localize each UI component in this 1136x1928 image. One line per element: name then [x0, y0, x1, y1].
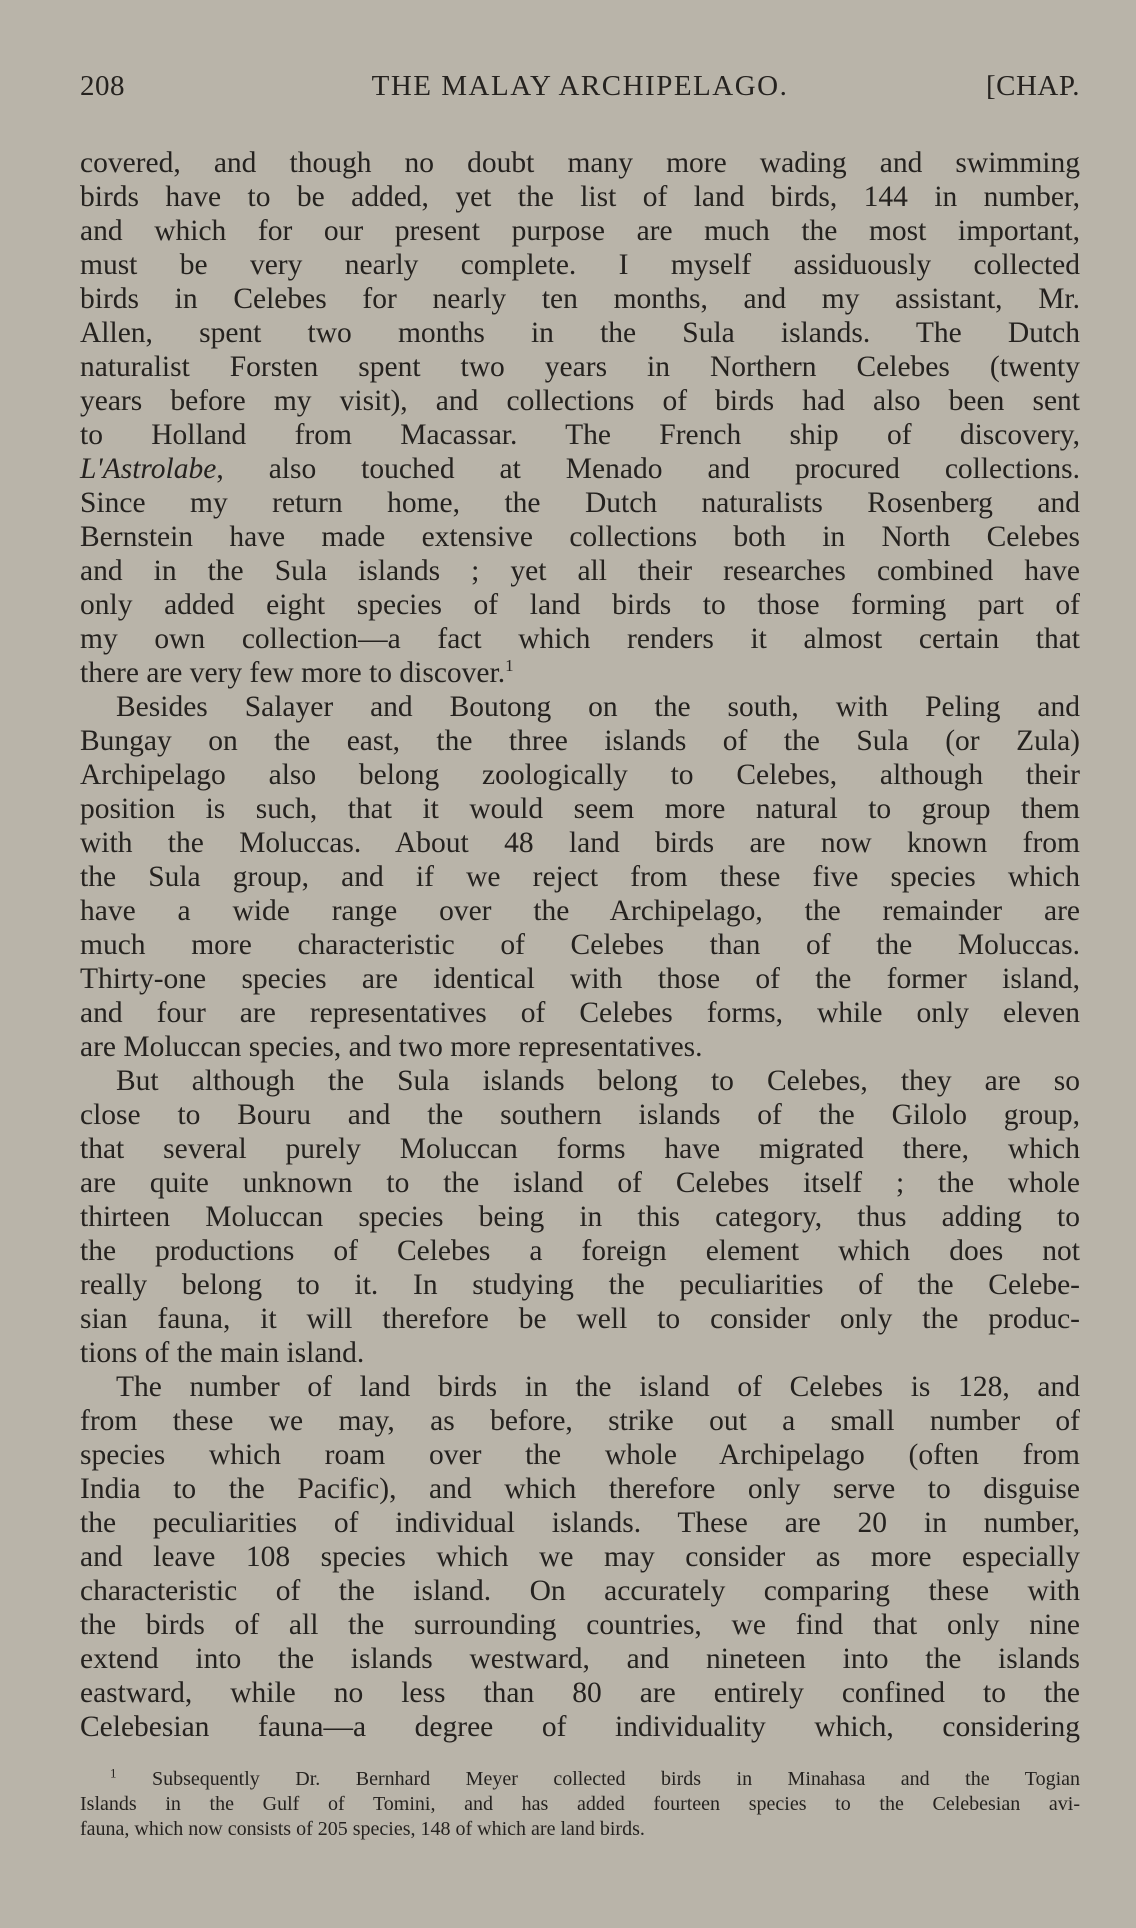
footnote-line-content: Subsequently Dr. Bernhard Meyer collected birds in Minahasa and the Togian [116, 1768, 1080, 1790]
footnote [80, 1767, 1080, 1842]
running-head [80, 70, 1080, 110]
book-title: THE MALAY ARCHIPELAGO. [371, 70, 789, 102]
page-number: 208 [80, 70, 125, 102]
text-line: and leave 108 species which we may consider as more especially [80, 1541, 1080, 1573]
text-line-content: there are very few more to discover. [80, 657, 506, 689]
text-line: Bungay on the east, the three islands of the Sula (or Zula) [80, 725, 1080, 757]
text-line: are quite unknown to the island of Celebes itself ; the whole [80, 1167, 1080, 1199]
text-line: naturalist Forsten spent two years in Northern Celebes (twenty [80, 351, 1080, 383]
text-line: are Moluccan species, and two more representatives. [80, 1031, 703, 1063]
footnote-line: Islands in the Gulf of Tomini, and has added fourteen species to the Celebesian avi- [80, 1793, 1080, 1815]
text-line: characteristic of the island. On accurately comparing these with [80, 1575, 1080, 1607]
text-line: with the Moluccas. About 48 land birds are now known from [80, 827, 1080, 859]
text-line: and which for our present purpose are much the most important, [80, 215, 1080, 247]
text-line: India to the Pacific), and which therefore only serve to disguise [80, 1473, 1080, 1505]
paragraph-start-line: Besides Salayer and Boutong on the south, with Peling and [116, 691, 1080, 723]
text-line: Celebesian fauna—a degree of individuality which, considering [80, 1711, 1080, 1743]
text-line: must be very nearly complete. I myself assiduously collected [80, 249, 1080, 281]
footnote-marker: 1 [110, 1765, 117, 1781]
text-line: tions of the main island. [80, 1337, 365, 1369]
body-text [80, 146, 1080, 1744]
text-line: covered, and though no doubt many more wading and swimming [80, 147, 1080, 179]
text-line: position is such, that it would seem more natural to group them [80, 793, 1080, 825]
text-line: and four are representatives of Celebes forms, while only eleven [80, 997, 1080, 1029]
text-line: species which roam over the whole Archipelago (often from [80, 1439, 1080, 1471]
text-line: Archipelago also belong zoologically to Celebes, although their [80, 759, 1080, 791]
paragraph-start-line: But although the Sula islands belong to Celebes, they are so [116, 1065, 1080, 1097]
text-line: the peculiarities of individual islands. These are 20 in number, [80, 1507, 1080, 1539]
text-line: to Holland from Macassar. The French ship of discovery, [80, 419, 1080, 451]
text-line: Allen, spent two months in the Sula islands. The Dutch [80, 317, 1080, 349]
text-line: much more characteristic of Celebes than of the Moluccas. [80, 929, 1080, 961]
text-line: have a wide range over the Archipelago, the remainder are [80, 895, 1080, 927]
text-line: only added eight species of land birds to those forming part of [80, 589, 1080, 621]
chapter-marker: [CHAP. [985, 70, 1080, 102]
text-line [80, 656, 1080, 690]
ship-name-italic: L'Astrolabe [80, 453, 217, 485]
text-line: years before my visit), and collections of birds had also been sent [80, 385, 1080, 417]
text-line: and in the Sula islands ; yet all their researches combined have [80, 555, 1080, 587]
text-line-rest: , also touched at Menado and procured collections. [216, 453, 1080, 485]
text-line: Since my return home, the Dutch naturalists Rosenberg and [80, 487, 1080, 519]
text-line: really belong to it. In studying the peculiarities of the Celebe- [80, 1269, 1080, 1301]
text-line: eastward, while no less than 80 are entirely confined to the [80, 1677, 1080, 1709]
text-line: Thirty-one species are identical with those of the former island, [80, 963, 1080, 995]
text-line: the Sula group, and if we reject from these five species which [80, 861, 1080, 893]
text-line: extend into the islands westward, and nineteen into the islands [80, 1643, 1080, 1675]
text-line: birds have to be added, yet the list of land birds, 144 in number, [80, 181, 1080, 213]
text-line: from these we may, as before, strike out a small number of [80, 1405, 1080, 1437]
text-line: that several purely Moluccan forms have migrated there, which [80, 1133, 1080, 1165]
text-line [80, 452, 1080, 486]
footnote-line: fauna, which now consists of 205 species, 148 of which are land birds. [80, 1818, 645, 1840]
text-line: Bernstein have made extensive collections both in North Celebes [80, 521, 1080, 553]
footnote-reference: 1 [505, 656, 514, 676]
text-line: my own collection—a fact which renders it almost certain that [80, 623, 1080, 655]
text-line: birds in Celebes for nearly ten months, and my assistant, Mr. [80, 283, 1080, 315]
paragraph-start-line: The number of land birds in the island of Celebes is 128, and [116, 1371, 1080, 1403]
text-line: close to Bouru and the southern islands of the Gilolo group, [80, 1099, 1080, 1131]
text-line: thirteen Moluccan species being in this category, thus adding to [80, 1201, 1080, 1233]
text-line: the birds of all the surrounding countries, we find that only nine [80, 1609, 1080, 1641]
text-line: the productions of Celebes a foreign element which does not [80, 1235, 1080, 1267]
text-line: sian fauna, it will therefore be well to consider only the produc- [80, 1303, 1080, 1335]
footnote-line [80, 1767, 1080, 1792]
